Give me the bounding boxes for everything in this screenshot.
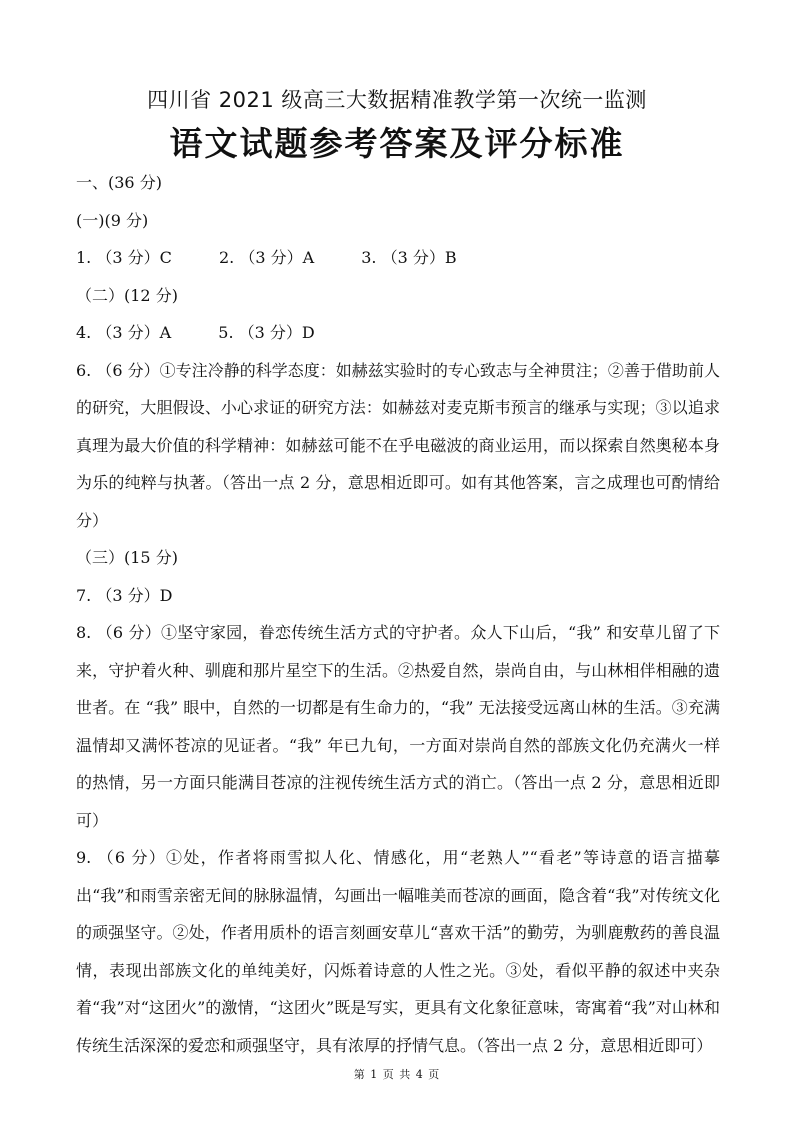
answer-q9: 9. （6 分）①处，作者将雨雪拟人化、情感化，用“老熟人”“看老”等诗意的语言描摹出“我”和雨雪亲密无间的脉脉温情，勾画出一幅唯美而苍凉的画面，隐含着“我”对传统文化的顽强坚守。②处，作者用质朴的语言刻画安草儿“喜欢干活”的勤劳，为驯鹿敷药的善良温情，表现出部族文化的单纯美好，闪烁着诗意的人性之光。③处，看似平静的叙述中夹杂着“我”对“这团火”的激情，“这团火”既是写实，更具有文化象征意味，寄寓着“我”对山林和传统生活深深的爱恋和顽强坚守，具有浓厚的抒情气息。（答出一点 2 分，意思相近即可）	[76, 848, 720, 1055]
answer-q4: 4. （3 分）A	[76, 323, 172, 342]
answer-q8: 8. （6 分）①坚守家园，眷恋传统生活方式的守护者。众人下山后，“我” 和安草儿留了下来，守护着火种、驯鹿和那片星空下的生活。②热爱自然，崇尚自由，与山林相伴相融的遗世者。在 “我” 眼中，自然的一切都是有生命力的，“我” 无法接受远离山林的生活。③充满温情却又满怀苍凉的见证者。“我” 年已九旬，一方面对崇尚自然的部族文化仍充满火一样的热情，另一方面只能满目苍凉的注视传统生活方式的消亡。（答出一点 2 分，意思相近即可）	[76, 623, 720, 830]
exam-subtitle: 四川省 2021 级高三大数据精准教学第一次统一监测	[147, 88, 647, 112]
part-heading: （三）(15 分)	[76, 548, 178, 567]
page-title: 语文试题参考答案及评分标准	[169, 124, 625, 163]
answer-q1: 1. （3 分）C	[76, 248, 172, 267]
answer-q5: 5. （3 分）D	[218, 323, 315, 342]
answer-q3: 3. （3 分）B	[361, 248, 457, 267]
answer-body	[76, 164, 720, 1064]
answer-row	[76, 239, 720, 277]
answer-q6: 6. （6 分）①专注冷静的科学态度：如赫兹实验时的专心致志与全神贯注；②善于借助前人的研究，大胆假设、小心求证的研究方法：如赫兹对麦克斯韦预言的继承与实现；③以追求真理为最大价值的科学精神：如赫兹可能不在乎电磁波的商业运用，而以探索自然奥秘本身为乐的纯粹与执著。（答出一点 2 分，意思相近即可。如有其他答案，言之成理也可酌情给分）	[76, 360, 720, 530]
page-number: 第 1 页 共 4 页	[353, 1068, 441, 1081]
part-heading: （二）(12 分)	[76, 285, 178, 305]
part-heading: (一)(9 分)	[76, 210, 149, 230]
section-heading: 一、(36 分)	[76, 173, 162, 192]
answer-row	[76, 314, 720, 352]
answer-q7: 7. （3 分）D	[76, 585, 173, 605]
answer-q2: 2. （3 分）A	[218, 248, 315, 267]
